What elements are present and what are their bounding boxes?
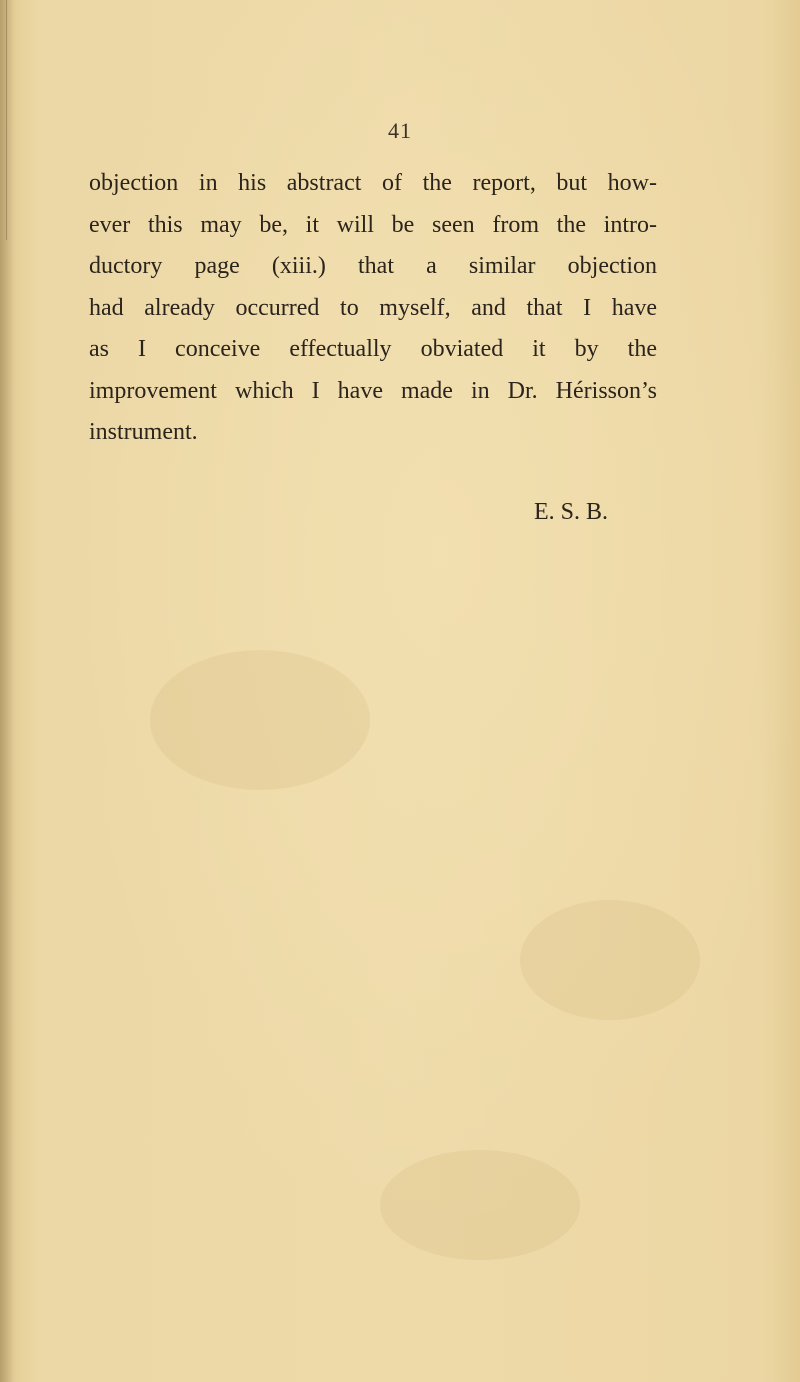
text-line: had already occurred to myself, and that I have	[89, 294, 657, 321]
text-line: objection in his abstract of the report, but how-	[89, 170, 657, 196]
text-line: ever this may be, it will be seen from the intro-	[89, 211, 657, 238]
text-line: improvement which I have made in Dr. Hérisson’s	[89, 377, 657, 404]
body-paragraph	[89, 163, 657, 454]
text-line: as I conceive effectually obviated it by the	[89, 336, 657, 362]
signature-initials: E. S. B.	[534, 499, 609, 525]
paper-stain	[520, 900, 700, 1020]
paper-stain	[380, 1150, 580, 1260]
text-line: ductory page (xiii.) that a similar objection	[89, 253, 657, 279]
text-line: instrument.	[89, 419, 198, 445]
page-number: 41	[388, 118, 412, 143]
spine-shadow	[0, 0, 14, 1382]
paper-stain	[150, 650, 370, 790]
